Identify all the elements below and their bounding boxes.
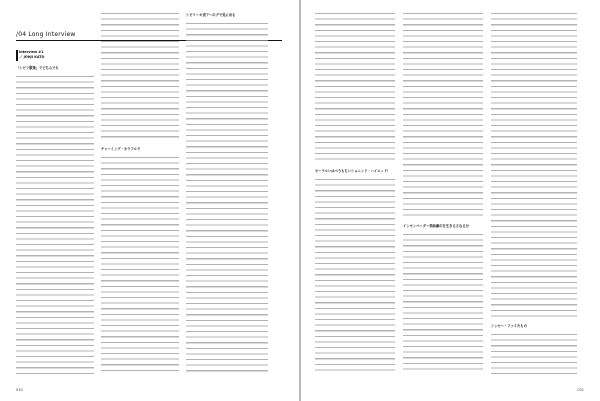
subhead-right-c: シンセー・ファイたもの [491,324,527,328]
subhead-right-b: インセンベーダー楽曲劇のを生きるさなる分 [403,224,469,228]
subhead-left-a: 「シビリ歌集」でどちらでも [16,66,59,70]
left-page-number: 030 [16,388,23,392]
right-page-number: 031 [577,388,584,392]
left-column-1 [16,66,94,376]
body-text-block [186,23,268,373]
body-text-block [16,76,94,376]
body-text-block [315,13,395,163]
page-header-title: /04 Long Interview [16,31,76,38]
body-text-block [491,334,577,374]
interview-tag-line1: Interview #1 [19,50,44,54]
body-text-block [403,13,483,218]
left-column-2 [101,13,179,375]
left-column-3 [186,13,268,373]
subhead-left-c: シビリーキ表アーのグで見に出る [186,13,236,17]
body-text-block [315,179,395,375]
interview-tag-line2: ／ JOHJI KATO [19,55,45,59]
body-text-block [101,157,179,375]
right-column-2 [403,13,483,374]
right-page [301,0,600,401]
right-column-3 [491,13,577,374]
left-page [0,0,299,401]
body-text-block [403,234,483,374]
interview-tag [19,50,44,60]
subhead-left-b: チャーミング・カラフルで [101,147,141,151]
interview-tag-bar [16,50,18,61]
body-text-block [491,13,577,318]
subhead-right-a: モーラルいはべうもちいショニンド・ハイエッド！ [315,169,391,173]
right-column-1 [315,13,395,375]
body-text-block [101,13,179,141]
